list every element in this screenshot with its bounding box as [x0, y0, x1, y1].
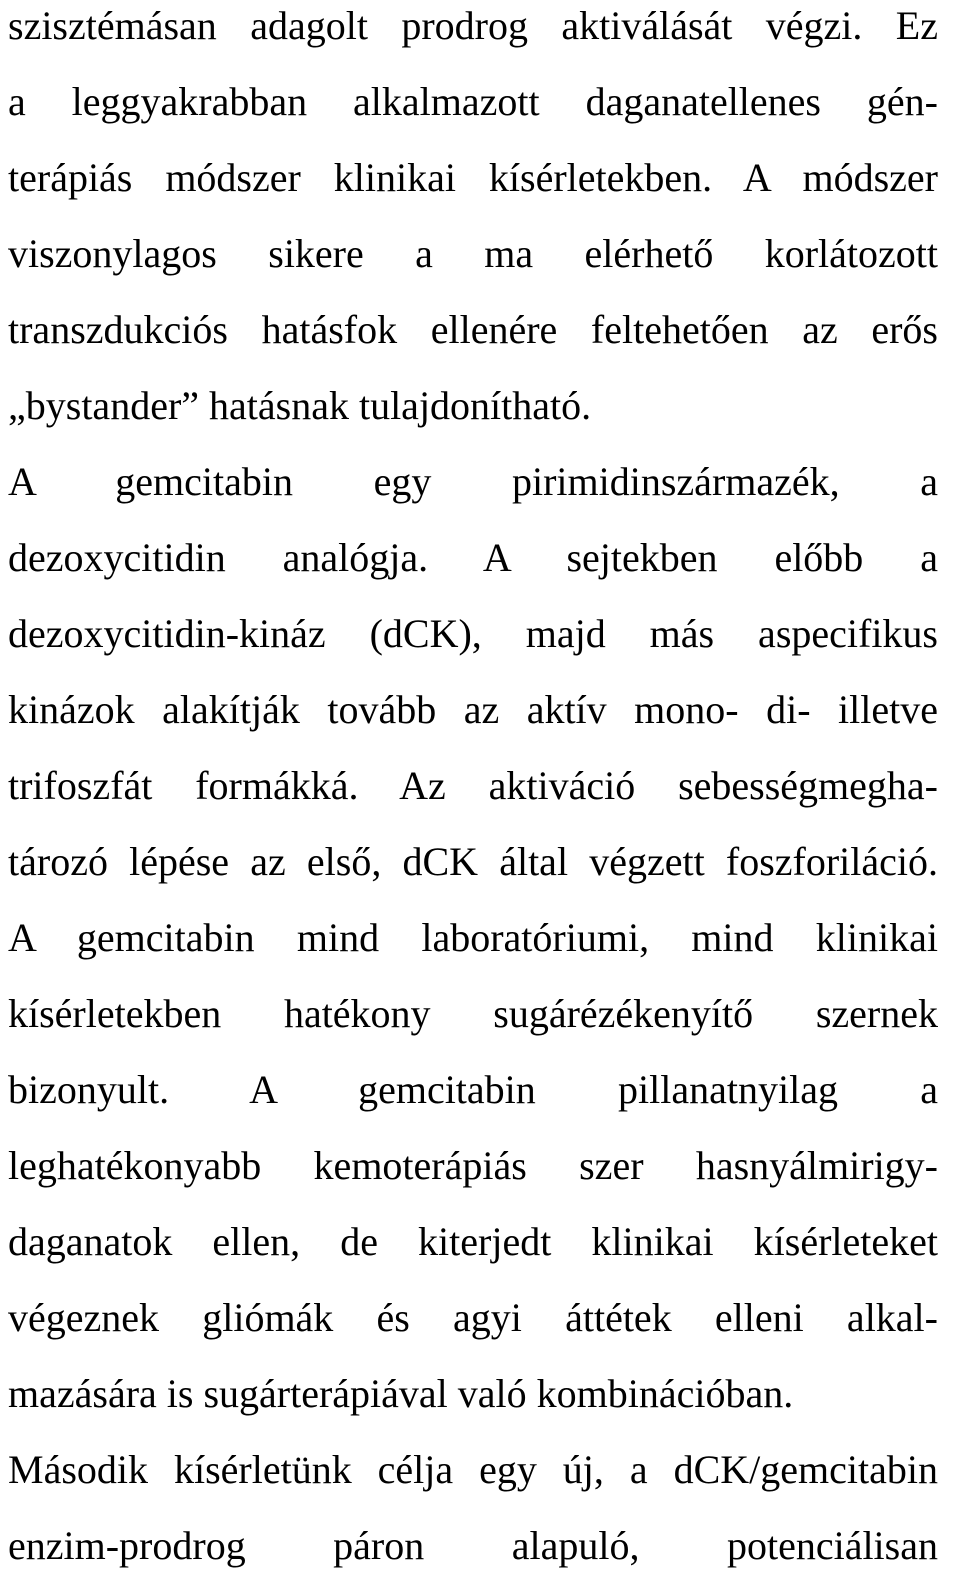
- text-line-11: trifoszfát formákká. Az aktiváció sebességmegha-: [8, 763, 938, 808]
- text-line-6: „bystander” hatásnak tulajdonítható.: [8, 383, 592, 428]
- text-line-17: daganatok ellen, de kiterjedt klinikai kísérleteket: [8, 1219, 938, 1264]
- text-line-13: A gemcitabin mind laboratóriumi, mind klinikai: [8, 915, 938, 960]
- text-line-10: kinázok alakítják tovább az aktív mono- di- illetve: [8, 687, 938, 732]
- text-line-18: végeznek gliómák és agyi áttétek elleni alkal-: [8, 1295, 938, 1340]
- text-line-5: transzdukciós hatásfok ellenére feltehetően az erős: [8, 307, 938, 352]
- text-line-14: kísérletekben hatékony sugárézékenyítő szernek: [8, 991, 938, 1036]
- text-line-15: bizonyult. A gemcitabin pillanatnyilag a: [8, 1067, 938, 1112]
- text-line-4: viszonylagos sikere a ma elérhető korlátozott: [8, 231, 938, 276]
- text-line-1: szisztémásan adagolt prodrog aktiválását végzi. Ez: [8, 3, 938, 48]
- text-line-3: terápiás módszer klinikai kísérletekben. A módszer: [8, 155, 938, 200]
- text-line-20: Második kísérletünk célja egy új, a dCK/gemcitabin: [8, 1447, 938, 1492]
- text-line-9: dezoxycitidin-kináz (dCK), majd más aspecifikus: [8, 611, 938, 656]
- text-line-19: mazására is sugárterápiával való kombinációban.: [8, 1371, 794, 1416]
- text-line-8: dezoxycitidin analógja. A sejtekben előbb a: [8, 535, 938, 580]
- text-line-21: enzim-prodrog páron alapuló, potenciálisan: [8, 1523, 938, 1568]
- text-line-2: a leggyakrabban alkalmazott daganatellenes gén-: [8, 79, 938, 124]
- text-line-12: tározó lépése az első, dCK által végzett foszforiláció.: [8, 839, 938, 884]
- text-line-7: A gemcitabin egy pirimidinszármazék, a: [8, 459, 938, 504]
- text-line-16: leghatékonyabb kemoterápiás szer hasnyálmirigy-: [8, 1143, 938, 1188]
